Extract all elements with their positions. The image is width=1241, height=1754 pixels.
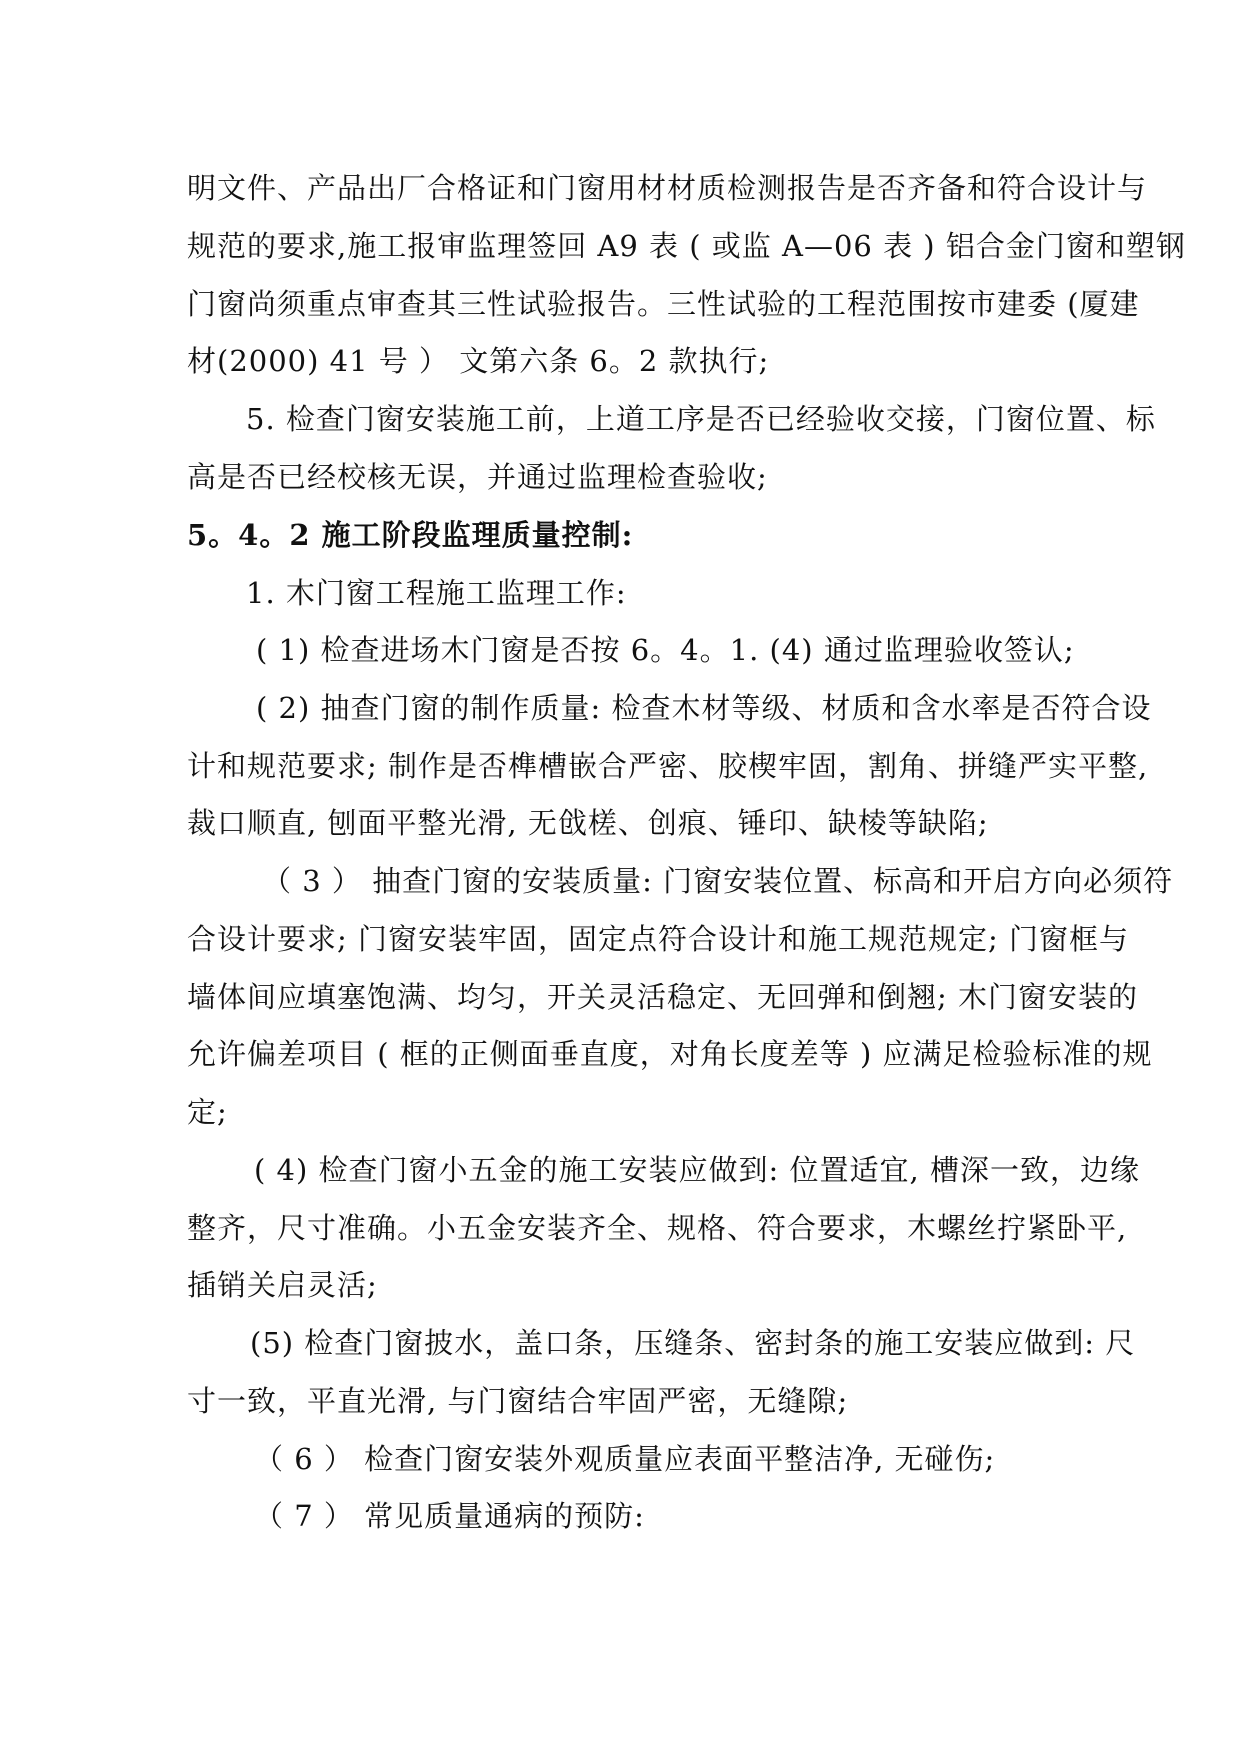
text-line: 合设计要求; 门窗安装牢固，固定点符合设计和施工规范规定; 门窗框与 [187,922,1129,956]
list-item-5b: (5) 检查门窗披水，盖口条，压缝条、密封条的施工安装应做到: 尺 [250,1326,1136,1360]
section-heading: 5。4。2 施工阶段监理质量控制: [187,518,634,552]
list-item-5: 5. 检查门窗安装施工前，上道工序是否已经验收交接，门窗位置、标 [246,402,1156,436]
text-line: 允许偏差项目 ( 框的正侧面垂直度，对角长度差等 ) 应满足检验标准的规 [187,1037,1153,1071]
text-line: 整齐，尺寸准确。小五金安装齐全、规格、符合要求，木螺丝拧紧卧平, [187,1211,1128,1245]
text-line: 计和规范要求; 制作是否榫槽嵌合严密、胶楔牢固，割角、拼缝严实平整, [187,749,1149,783]
text-line: 规范的要求,施工报审监理签回 A9 表 ( 或监 A—06 表 ) 铝合金门窗和塑钢 [187,229,1186,263]
list-item-2: ( 2) 抽查门窗的制作质量: 检查木材等级、材质和含水率是否符合设 [256,691,1152,725]
text-line: 墙体间应填塞饱满、均匀，开关灵活稳定、无回弹和倒翘; 木门窗安装的 [187,980,1138,1014]
text-line: 材(2000) 41 号 ） 文第六条 6。2 款执行; [187,344,770,378]
list-item-7: （ 7 ） 常见质量通病的预防: [254,1499,645,1533]
text-line: 插销关启灵活; [187,1268,378,1302]
list-item-3: （ 3 ） 抽查门窗的安装质量: 门窗安装位置、标高和开启方向必须符 [262,864,1174,898]
text-line: 定; [187,1095,228,1129]
text-line: 明文件、产品出厂合格证和门窗用材材质检测报告是否齐备和符合设计与 [187,171,1148,205]
list-item-4: ( 4) 检查门窗小五金的施工安装应做到: 位置适宜, 槽深一致，边缘 [254,1153,1140,1187]
text-line: 高是否已经校核无误，并通过监理检查验收; [187,460,768,494]
text-line: 裁口顺直, 刨面平整光滑, 无戗槎、创痕、锤印、缺棱等缺陷; [187,806,989,840]
text-line: 寸一致，平直光滑, 与门窗结合牢固严密，无缝隙; [187,1384,849,1418]
list-item-6: （ 6 ） 检查门窗安装外观质量应表面平整洁净, 无碰伤; [254,1442,996,1476]
list-item-1: ( 1) 检查进场木门窗是否按 6。4。1. (4) 通过监理验收签认; [256,633,1075,667]
subsection-heading: 1. 木门窗工程施工监理工作: [246,576,627,610]
text-line: 门窗尚须重点审查其三性试验报告。三性试验的工程范围按市建委 (厦建 [187,287,1140,321]
